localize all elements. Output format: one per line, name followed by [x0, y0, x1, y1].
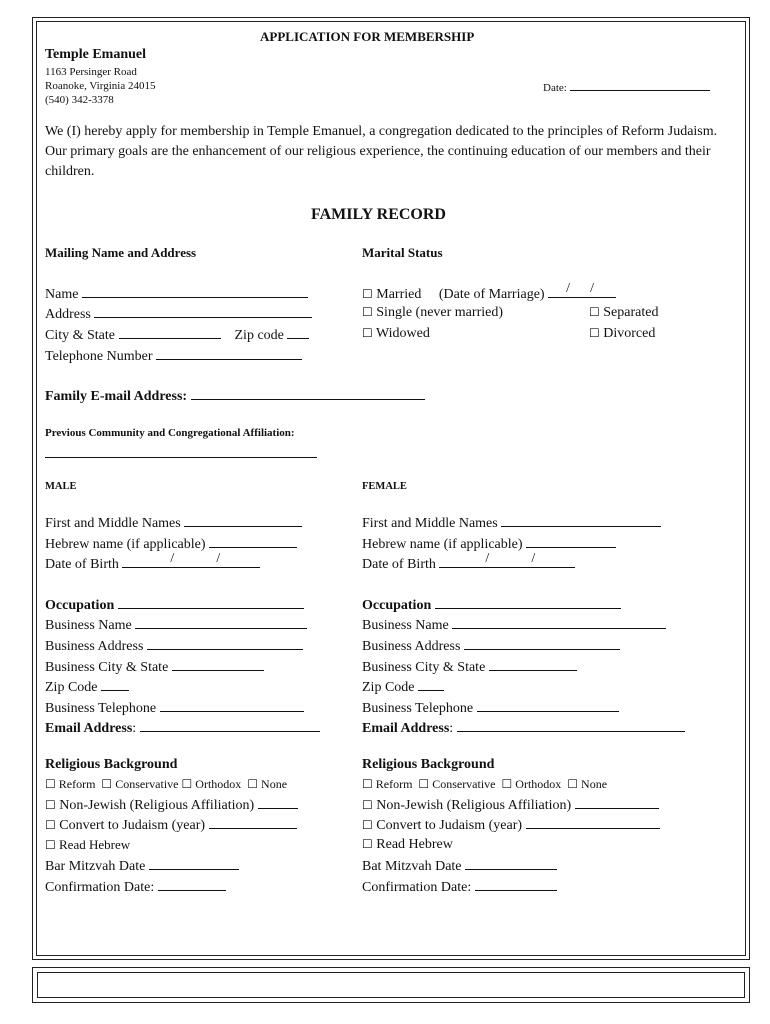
- female-business-city-blank[interactable]: [489, 658, 577, 671]
- male-orthodox-label: Orthodox: [195, 777, 242, 791]
- male-reform-label: Reform: [58, 777, 96, 791]
- male-business-city-blank[interactable]: [172, 658, 264, 671]
- date-of-marriage-label: (Date of Marriage): [438, 287, 545, 302]
- female-confirmation-label: Confirmation Date:: [362, 880, 472, 895]
- marital-heading: Marital Status: [362, 245, 443, 260]
- male-zip-label: Zip Code: [45, 680, 98, 695]
- female-zip-blank[interactable]: [418, 678, 444, 691]
- family-email-blank[interactable]: [191, 387, 425, 400]
- male-read-hebrew-option[interactable]: [45, 837, 130, 853]
- female-business-name-field[interactable]: [362, 616, 666, 634]
- checkbox-icon[interactable]: ☐: [45, 818, 56, 832]
- female-non-jewish-blank[interactable]: [575, 796, 659, 809]
- divorced-label: Divorced: [603, 326, 656, 341]
- female-hebrew-name-blank[interactable]: [526, 535, 616, 548]
- male-first-middle-blank[interactable]: [184, 514, 302, 527]
- female-dob-label: Date of Birth: [362, 557, 436, 572]
- widowed-option[interactable]: [362, 326, 430, 342]
- female-confirmation-field[interactable]: [362, 878, 557, 896]
- name-field[interactable]: [45, 285, 308, 303]
- male-conservative-label: Conservative: [115, 777, 179, 791]
- male-email-label: Email Address: [45, 721, 133, 736]
- female-non-jewish-field[interactable]: [362, 796, 659, 814]
- female-hebrew-name-label: Hebrew name (if applicable): [362, 537, 523, 552]
- single-option[interactable]: [362, 305, 503, 321]
- telephone-field[interactable]: [45, 347, 302, 365]
- male-business-city-label: Business City & State: [45, 660, 169, 675]
- male-business-telephone-field[interactable]: [45, 699, 304, 717]
- male-occupation-field[interactable]: [45, 596, 304, 614]
- male-religious-heading: Religious Background: [45, 757, 178, 772]
- address-blank[interactable]: [94, 305, 312, 318]
- name-blank[interactable]: [82, 285, 308, 298]
- male-confirmation-field[interactable]: [45, 878, 226, 896]
- female-occupation-field[interactable]: [362, 596, 621, 614]
- address-field[interactable]: [45, 305, 312, 323]
- male-business-telephone-blank[interactable]: [160, 699, 304, 712]
- mailing-heading: Mailing Name and Address: [45, 245, 197, 260]
- female-non-jewish-label: Non-Jewish (Religious Affiliation): [376, 798, 572, 813]
- male-business-name-label: Business Name: [45, 618, 132, 633]
- female-denomination-options[interactable]: [362, 777, 607, 792]
- female-conservative-label: Conservative: [432, 777, 496, 791]
- female-orthodox-label: Orthodox: [515, 777, 562, 791]
- male-confirmation-blank[interactable]: [158, 878, 226, 891]
- male-business-address-field[interactable]: [45, 637, 303, 655]
- male-occupation-label: Occupation: [45, 598, 115, 613]
- male-none-label: None: [261, 777, 288, 791]
- male-business-address-blank[interactable]: [147, 637, 303, 650]
- female-business-name-blank[interactable]: [452, 616, 666, 629]
- widowed-label: Widowed: [376, 326, 430, 341]
- male-zip-blank[interactable]: [101, 678, 129, 691]
- checkbox-icon[interactable]: ☐: [501, 777, 513, 791]
- checkbox-icon[interactable]: ☐: [247, 777, 259, 791]
- male-convert-field[interactable]: [45, 816, 297, 834]
- family-record-title: FAMILY RECORD: [311, 206, 446, 223]
- female-occupation-label: Occupation: [362, 598, 432, 613]
- female-reform-label: Reform: [375, 777, 413, 791]
- form-title: APPLICATION FOR MEMBERSHIP: [260, 29, 475, 44]
- checkbox-icon[interactable]: ☐: [181, 777, 193, 791]
- male-convert-blank[interactable]: [209, 816, 297, 829]
- telephone-blank[interactable]: [156, 347, 302, 360]
- male-email-field[interactable]: Email Address:: [45, 719, 320, 737]
- male-first-middle-label: First and Middle Names: [45, 516, 181, 531]
- footer-box: [37, 972, 745, 998]
- checkbox-icon[interactable]: ☐: [362, 326, 373, 340]
- female-email-label: Email Address: [362, 721, 450, 736]
- male-read-hebrew-label: Read Hebrew: [59, 837, 131, 852]
- female-mitzvah-label: Bat Mitzvah Date: [362, 859, 462, 874]
- female-confirmation-blank[interactable]: [475, 878, 557, 891]
- female-none-label: None: [581, 777, 608, 791]
- male-heading: MALE: [45, 481, 77, 492]
- female-business-telephone-label: Business Telephone: [362, 701, 474, 716]
- female-occupation-blank[interactable]: [435, 596, 621, 609]
- female-business-city-label: Business City & State: [362, 660, 486, 675]
- female-convert-label: Convert to Judaism (year): [376, 818, 523, 833]
- female-mitzvah-blank[interactable]: [465, 857, 557, 870]
- slash: /: [216, 551, 221, 566]
- male-business-name-blank[interactable]: [135, 616, 307, 629]
- org-phone: (540) 342-3378: [45, 94, 114, 106]
- name-label: Name: [45, 287, 79, 302]
- male-business-address-label: Business Address: [45, 639, 144, 654]
- checkbox-icon[interactable]: ☐: [101, 777, 113, 791]
- male-non-jewish-blank[interactable]: [258, 796, 298, 809]
- male-dob-blank[interactable]: [122, 551, 260, 568]
- male-confirmation-label: Confirmation Date:: [45, 880, 155, 895]
- checkbox-icon[interactable]: ☐: [362, 837, 373, 851]
- male-business-name-field[interactable]: [45, 616, 307, 634]
- telephone-label: Telephone Number: [45, 349, 153, 364]
- female-email-blank[interactable]: [457, 719, 685, 732]
- org-address-line1: 1163 Persinger Road: [45, 66, 137, 78]
- male-occupation-blank[interactable]: [118, 596, 304, 609]
- female-business-city-field[interactable]: [362, 658, 577, 676]
- male-mitzvah-field[interactable]: [45, 857, 239, 875]
- male-non-jewish-field[interactable]: [45, 796, 298, 814]
- family-email-label: Family E-mail Address:: [45, 389, 188, 404]
- male-non-jewish-label: Non-Jewish (Religious Affiliation): [59, 798, 255, 813]
- female-business-address-label: Business Address: [362, 639, 461, 654]
- slash: /: [170, 551, 175, 566]
- city-state-label: City & State: [45, 328, 115, 343]
- female-business-telephone-field[interactable]: [362, 699, 619, 717]
- checkbox-icon[interactable]: ☐: [589, 326, 600, 340]
- slash: /: [485, 551, 490, 566]
- male-convert-label: Convert to Judaism (year): [59, 818, 206, 833]
- org-address-line2: Roanoke, Virginia 24015: [45, 80, 156, 92]
- date-field[interactable]: [543, 80, 710, 94]
- affiliation-blank[interactable]: [45, 457, 317, 458]
- female-business-address-blank[interactable]: [464, 637, 620, 650]
- intro-paragraph: We (I) hereby apply for membership in Temple Emanuel, a congregation dedicated to the principles of Reform Judaism. Our primary goals are the enhancement of our religious experience, the continuing education of our members and their children.: [45, 124, 718, 179]
- zip-label: Zip code: [234, 328, 284, 343]
- married-option[interactable]: [362, 281, 616, 303]
- male-hebrew-name-label: Hebrew name (if applicable): [45, 537, 206, 552]
- checkbox-icon[interactable]: ☐: [362, 305, 373, 319]
- married-label: Married: [376, 287, 422, 302]
- male-dob-label: Date of Birth: [45, 557, 119, 572]
- female-religious-heading: Religious Background: [362, 757, 495, 772]
- female-first-middle-label: First and Middle Names: [362, 516, 498, 531]
- separated-label: Separated: [603, 305, 659, 320]
- female-business-name-label: Business Name: [362, 618, 449, 633]
- female-zip-label: Zip Code: [362, 680, 415, 695]
- checkbox-icon[interactable]: ☐: [418, 777, 430, 791]
- male-mitzvah-blank[interactable]: [149, 857, 239, 870]
- female-dob-blank[interactable]: [439, 551, 575, 568]
- checkbox-icon[interactable]: ☐: [45, 777, 56, 791]
- female-dob-field[interactable]: [362, 551, 575, 573]
- checkbox-icon[interactable]: ☐: [362, 777, 373, 791]
- zip-blank[interactable]: [287, 326, 309, 339]
- checkbox-icon[interactable]: ☐: [589, 305, 600, 319]
- female-first-middle-field[interactable]: [362, 514, 661, 532]
- marriage-date-blank[interactable]: [548, 281, 616, 298]
- male-first-middle-field[interactable]: [45, 514, 302, 532]
- male-zip-field[interactable]: [45, 678, 129, 696]
- slash: /: [566, 281, 570, 296]
- female-zip-field[interactable]: [362, 678, 444, 696]
- checkbox-icon[interactable]: ☐: [362, 798, 373, 812]
- male-hebrew-name-blank[interactable]: [209, 535, 297, 548]
- female-heading: FEMALE: [362, 481, 407, 492]
- checkbox-icon[interactable]: ☐: [45, 838, 56, 852]
- male-business-telephone-label: Business Telephone: [45, 701, 157, 716]
- divorced-option[interactable]: [589, 326, 655, 342]
- male-denomination-options[interactable]: [45, 777, 287, 792]
- checkbox-icon[interactable]: ☐: [362, 818, 373, 832]
- female-business-address-field[interactable]: [362, 637, 620, 655]
- female-email-field[interactable]: Email Address:: [362, 719, 685, 737]
- female-first-middle-blank[interactable]: [501, 514, 661, 527]
- date-label: Date:: [543, 82, 567, 94]
- affiliation-label: Previous Community and Congregational Affiliation:: [45, 427, 295, 439]
- address-label: Address: [45, 307, 91, 322]
- city-state-blank[interactable]: [119, 326, 221, 339]
- city-state-field[interactable]: [45, 326, 309, 344]
- slash: /: [531, 551, 536, 566]
- female-business-telephone-blank[interactable]: [477, 699, 619, 712]
- separated-option[interactable]: [589, 305, 658, 321]
- checkbox-icon[interactable]: ☐: [362, 287, 373, 301]
- org-name: Temple Emanuel: [45, 47, 146, 62]
- female-convert-field[interactable]: [362, 816, 660, 834]
- slash: /: [590, 281, 594, 296]
- checkbox-icon[interactable]: ☐: [567, 777, 579, 791]
- family-email-field[interactable]: [45, 387, 425, 405]
- female-read-hebrew-option[interactable]: [362, 837, 453, 853]
- male-email-blank[interactable]: [140, 719, 320, 732]
- female-convert-blank[interactable]: [526, 816, 660, 829]
- female-read-hebrew-label: Read Hebrew: [376, 837, 453, 852]
- male-mitzvah-label: Bar Mitzvah Date: [45, 859, 146, 874]
- single-label: Single (never married): [376, 305, 503, 320]
- female-mitzvah-field[interactable]: [362, 857, 557, 875]
- male-business-city-field[interactable]: [45, 658, 264, 676]
- checkbox-icon[interactable]: ☐: [45, 798, 56, 812]
- male-dob-field[interactable]: [45, 551, 260, 573]
- date-blank[interactable]: [570, 80, 710, 91]
